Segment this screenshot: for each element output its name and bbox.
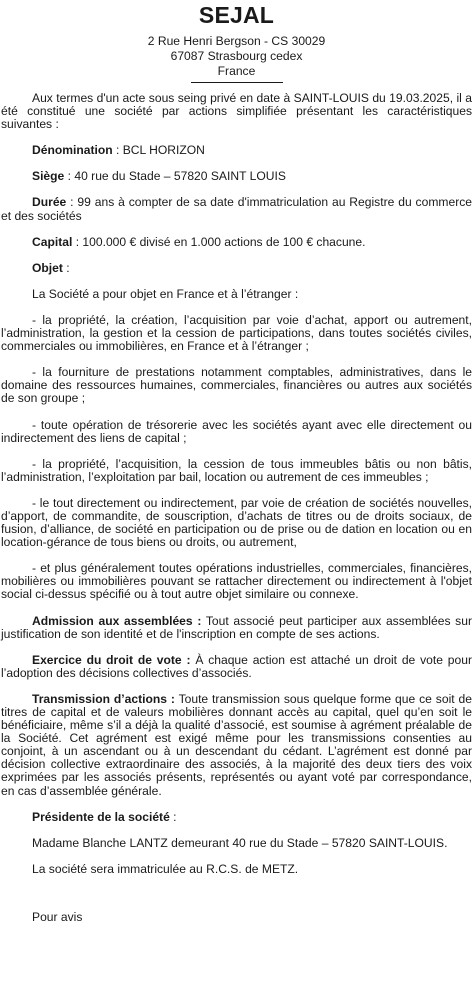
duree-paragraph: [1, 196, 472, 222]
duree-value: : 99 ans à compter de sa date d'immatriculation au Registre du commerce et des sociétés: [1, 195, 472, 223]
objet-item: - et plus généralement toutes opérations industrielles, commerciales, financières, mobilières ou immobilières pouvant se rattacher directement ou indirectement à l'objet social ci-dessus spécifié ou à tout autre objet similaire ou connexe.: [1, 561, 472, 602]
objet-item: - la propriété, la création, l’acquisition par voie d’achat, apport ou autrement, l’administration, la gestion et la cession de participations, dans toutes sociétés civiles, commerciales ou immobilières, en France et à l’étranger ;: [1, 312, 472, 354]
exercice-paragraph: [1, 654, 472, 680]
address-line-2: 67087 Strasbourg cedex: [170, 49, 303, 63]
presidente-name: Madame Blanche LANTZ demeurant 40 rue du Stade – 57820 SAINT-LOUIS.: [32, 835, 448, 850]
admission-value: Tout associé peut participer aux assemblées sur justification de son identité et de l'inscription en compte de ses actions.: [1, 613, 472, 641]
objet-item: - le tout directement ou indirectement, par voie de création de sociétés nouvelles, d’apport, de commandite, de souscription, d’achats de titres ou de droits sociaux, de fusion, d’alliance, de société en participation ou de prise ou de dation en location ou en location-gérance de tous biens ou droits, ou autrement,: [1, 495, 472, 550]
admission-paragraph: [1, 615, 472, 641]
denomination-label: Dénomination: [32, 143, 113, 158]
presidente-label: Présidente de la société: [32, 809, 170, 824]
objet-item: - la propriété, l’acquisition, la cession de tous immeubles bâtis ou non bâtis, l’administration, l’exploitation par bail, location ou autrement de ces immeubles ;: [1, 456, 472, 484]
objet-label: Objet: [32, 260, 63, 275]
denomination-paragraph: [1, 144, 472, 157]
transmission-label: Transmission d’actions :: [32, 691, 175, 706]
exercice-label: Exercice du droit de vote :: [32, 652, 191, 667]
siege-label: Siège: [32, 169, 65, 184]
capital-paragraph: [1, 236, 472, 249]
exercice-value: À chaque action est attaché un droit de vote pour l’adoption des décisions collectives d’associés.: [1, 652, 472, 680]
legal-notice: [0, 2, 473, 1001]
objet-suffix: :: [62, 260, 70, 275]
transmission-value: Toute transmission sous quelque forme que ce soit de titres de capital et de valeurs mobilières donnant accès au capital, quel qu’en soit le bénéficiaire, même s’il a déjà la qualité d’associé, est soumise à agrément préalable de la Société. Cet agrément est exigé même pour les transmissions consenties au conjoint, à un ascendant ou à un descendant du cédant. L’agrément est donné par décision collective extraordinaire des associés, à la majorité des deux tiers des voix exprimées par les associés présents, représentés ou ayant voté par correspondance, en cas d’assemblée générale.: [1, 691, 472, 798]
objet-intro: La Société a pour objet en France et à l’étranger :: [32, 286, 299, 301]
immatriculation-paragraph: La société sera immatriculée au R.C.S. de METZ.: [32, 861, 299, 876]
objet-heading: [1, 262, 472, 275]
siege-paragraph: [1, 170, 472, 183]
presidente-suffix: :: [169, 809, 177, 824]
objet-item: - la fourniture de prestations notamment comptables, administratives, dans le domaine des ressources humaines, commerciales, financières ou autres aux sociétés de son groupe ;: [1, 365, 472, 406]
admission-label: Admission aux assemblées :: [32, 613, 202, 628]
address-line-3: France: [217, 64, 256, 78]
capital-label: Capital: [32, 234, 73, 249]
objet-item: - toute opération de trésorerie avec les sociétés ayant avec elle directement ou indirectement des liens de capital ;: [1, 417, 472, 445]
duree-label: Durée: [32, 195, 67, 210]
company-title: SEJAL: [198, 2, 275, 28]
address-line-1: 2 Rue Henri Bergson - CS 30029: [147, 34, 326, 48]
header-divider: [191, 82, 283, 83]
transmission-paragraph: [1, 693, 472, 798]
siege-value: : 40 rue du Stade – 57820 SAINT LOUIS: [64, 169, 286, 184]
capital-value: : 100.000 € divisé en 1.000 actions de 100 € chacune.: [72, 234, 366, 249]
denomination-value: : BCL HORIZON: [112, 143, 205, 158]
presidente-heading: [1, 811, 472, 824]
pour-avis: Pour avis: [32, 909, 83, 924]
intro-paragraph: Aux termes d'un acte sous seing privé en date à SAINT-LOUIS du 19.03.2025, il a été constitué une société par actions simplifiée présentant les caractéristiques suivantes :: [1, 91, 472, 132]
